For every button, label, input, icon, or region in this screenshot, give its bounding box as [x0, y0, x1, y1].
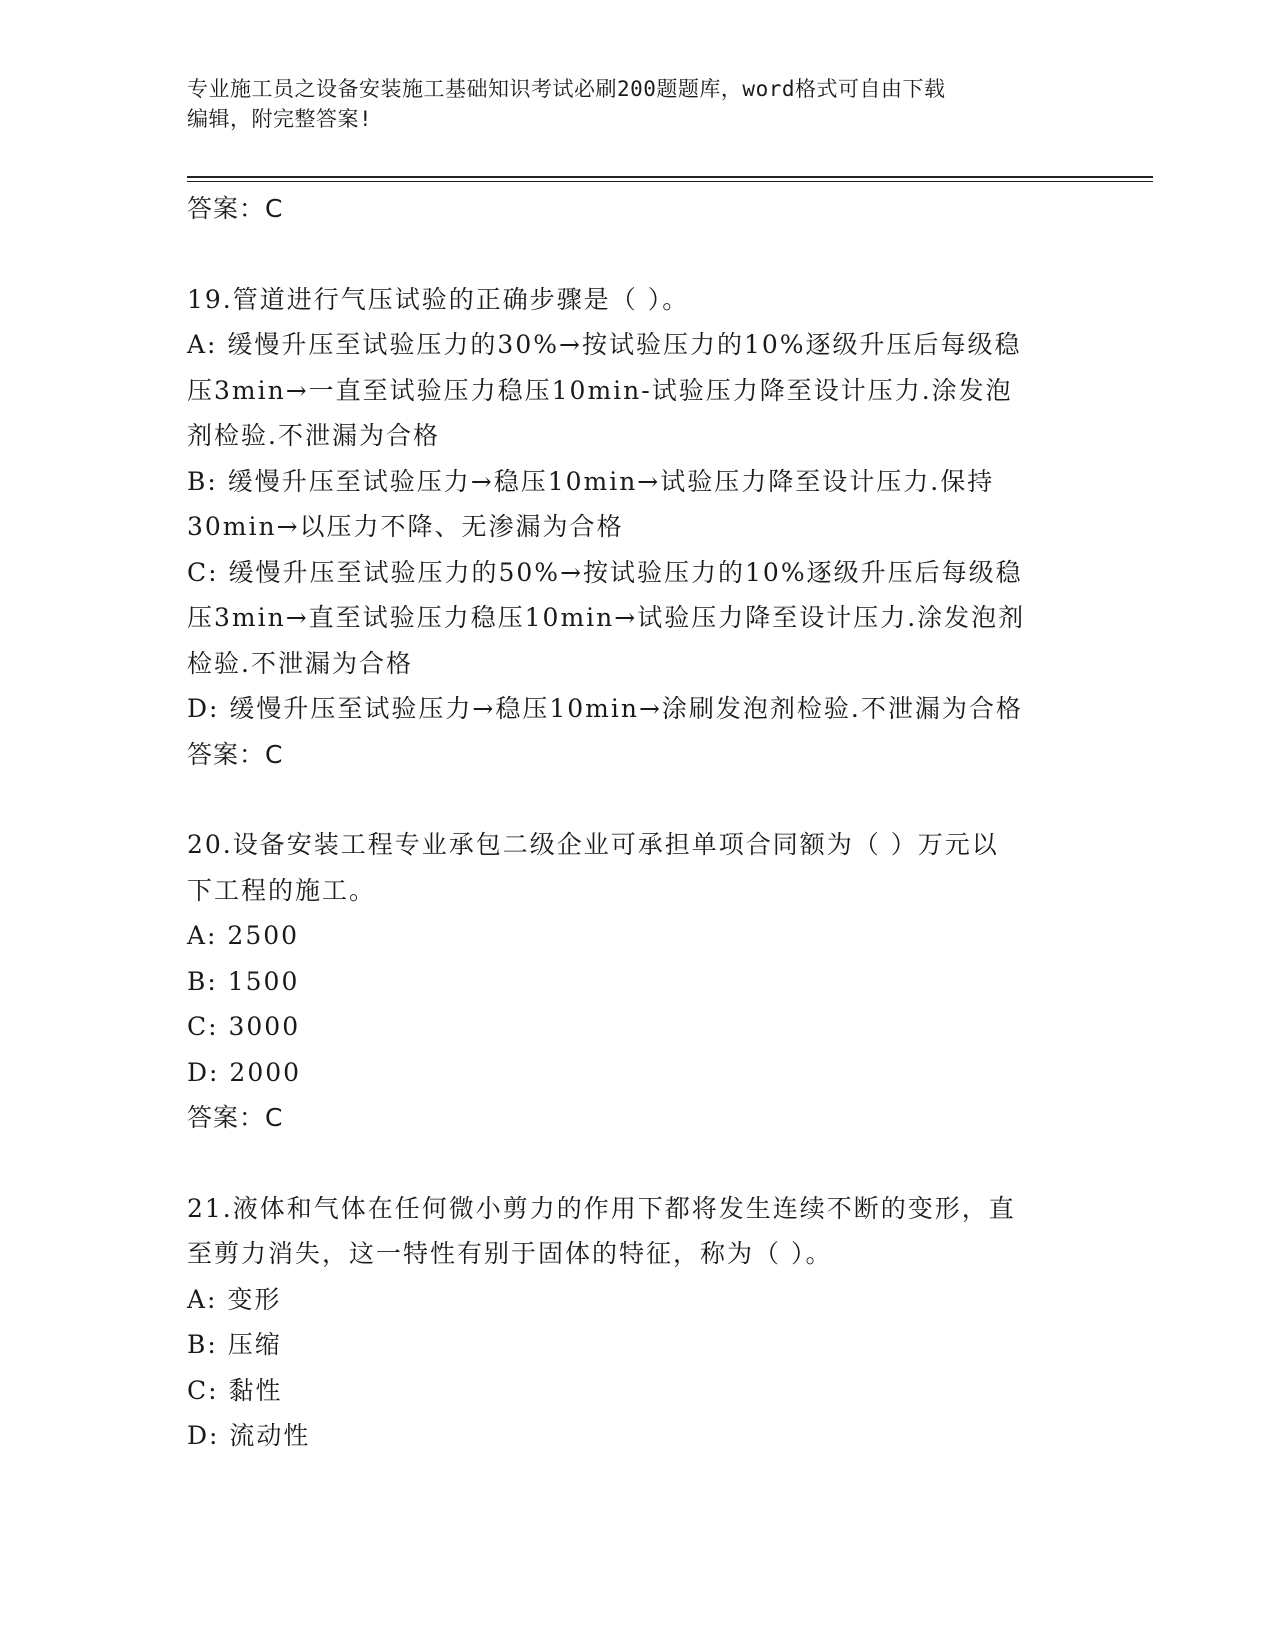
question-19: [187, 277, 1087, 778]
option-line: 剂检验.不泄漏为合格: [187, 421, 440, 450]
option-line: 检验.不泄漏为合格: [187, 648, 413, 678]
option-d: D: 2000: [187, 1057, 302, 1087]
answer-line: 答案：C: [187, 739, 284, 769]
option-line: 压3min→一直至试验压力稳压10min-试验压力降至设计压力.涂发泡: [187, 375, 1013, 405]
option-b: B: 1500: [187, 966, 300, 996]
question-stem: 下工程的施工。: [187, 875, 377, 905]
question-stem: 19.管道进行气压试验的正确步骤是（ ）。: [187, 284, 690, 314]
option-a: A: 变形: [187, 1284, 282, 1314]
option-line: 30min→以压力不降、无渗漏为合格: [187, 512, 624, 541]
previous-answer: 答案：C: [187, 194, 284, 223]
option-line: 压3min→直至试验压力稳压10min→试验压力降至设计压力.涂发泡剂: [187, 603, 1026, 632]
question-stem: 至剪力消失，这一特性有别于固体的特征，称为（ ）。: [187, 1239, 833, 1268]
option-c: C: 3000: [187, 1012, 301, 1041]
header-divider-thin: [187, 181, 1153, 182]
option-d: D: 流动性: [187, 1421, 311, 1450]
option-b: B: 压缩: [187, 1330, 282, 1359]
header-divider: [187, 176, 1153, 178]
option-a: A: 2500: [187, 921, 300, 950]
option-line: D: 缓慢升压至试验压力→稳压10min→涂刷发泡剂检验.不泄漏为合格: [187, 694, 1023, 723]
document-header: [187, 74, 1067, 134]
question-21: [187, 1186, 1087, 1459]
question-stem: 21.液体和气体在任何微小剪力的作用下都将发生连续不断的变形，直: [187, 1193, 1016, 1223]
option-line: B: 缓慢升压至试验压力→稳压10min→试验压力降至设计压力.保持: [187, 466, 995, 496]
question-stem: 20.设备安装工程专业承包二级企业可承担单项合同额为（ ）万元以: [187, 830, 999, 859]
header-line-2: 编辑，附完整答案!: [187, 107, 373, 131]
question-list: [187, 186, 1087, 1459]
question-20: [187, 822, 1087, 1141]
answer-line: 答案：C: [187, 1103, 284, 1132]
option-line: A: 缓慢升压至试验压力的30%→按试验压力的10%逐级升压后每级稳: [187, 330, 1022, 359]
option-line: C: 缓慢升压至试验压力的50%→按试验压力的10%逐级升压后每级稳: [187, 557, 1023, 587]
option-c: C: 黏性: [187, 1375, 283, 1405]
header-line-1: 专业施工员之设备安装施工基础知识考试必刷200题题库，word格式可自由下载: [187, 77, 946, 101]
